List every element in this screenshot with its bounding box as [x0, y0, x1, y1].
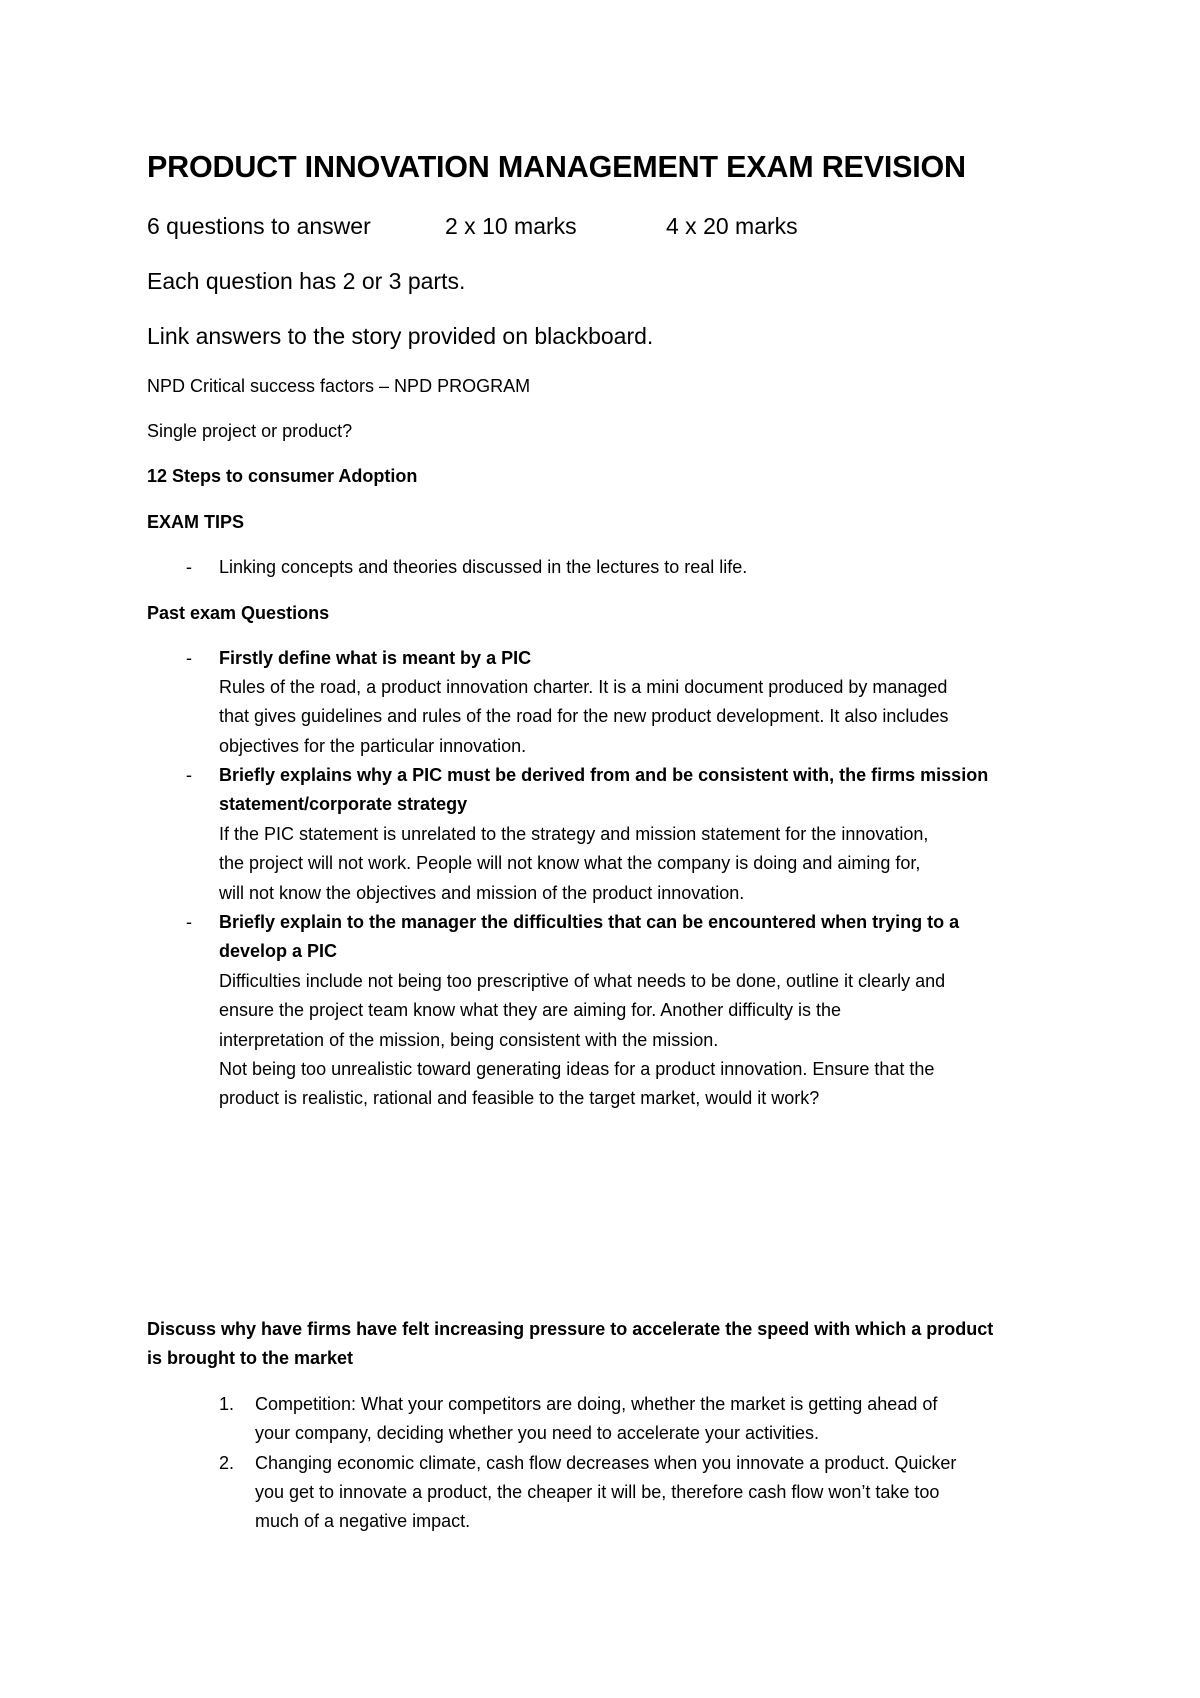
exam-tips-heading: EXAM TIPS	[147, 512, 245, 532]
parts-note: Each question has 2 or 3 parts.	[147, 268, 466, 294]
q3-answer-line: interpretation of the mission, being consistent with the mission.	[219, 1030, 719, 1050]
q2-question-line: statement/corporate strategy	[219, 794, 468, 814]
q3-answer-line: product is realistic, rational and feasible to the target market, would it work?	[219, 1088, 820, 1108]
steps-heading: 12 Steps to consumer Adoption	[147, 466, 418, 486]
questions-count: 6 questions to answer	[147, 213, 371, 239]
q3-answer-line: Difficulties include not being too prescriptive of what needs to be done, outline it clearly and	[219, 971, 946, 991]
exam-tips-bullet: -	[186, 557, 192, 577]
discuss-item-line: much of a negative impact.	[255, 1511, 471, 1531]
discuss-item-number: 2.	[219, 1453, 235, 1473]
q1-answer-line: Rules of the road, a product innovation charter. It is a mini document produced by managed	[219, 677, 948, 697]
q2-answer-line: will not know the objectives and mission of the product innovation.	[219, 883, 745, 903]
exam-tips-item: Linking concepts and theories discussed in the lectures to real life.	[219, 557, 748, 577]
q2-answer-line: If the PIC statement is unrelated to the strategy and mission statement for the innovation,	[219, 824, 929, 844]
q3-question-line: develop a PIC	[219, 941, 338, 961]
marks-set-a: 2 x 10 marks	[445, 213, 577, 239]
q3-question-line: Briefly explain to the manager the difficulties that can be encountered when trying to a	[219, 912, 960, 932]
q3-answer-line: Not being too unrealistic toward generating ideas for a product innovation. Ensure that the	[219, 1059, 935, 1079]
discuss-item-line: your company, deciding whether you need to accelerate your activities.	[255, 1423, 819, 1443]
q2-answer-line: the project will not work. People will not know what the company is doing and aiming for,	[219, 853, 921, 873]
discuss-item-line: Changing economic climate, cash flow decreases when you innovate a product. Quicker	[255, 1453, 957, 1473]
q2-bullet: -	[186, 765, 192, 785]
discuss-question-line: is brought to the market	[147, 1348, 354, 1368]
marks-set-b: 4 x 20 marks	[666, 213, 798, 239]
discuss-item-line: you get to innovate a product, the cheaper it will be, therefore cash flow won’t take too	[255, 1482, 940, 1502]
q2-question-line: Briefly explains why a PIC must be derived from and be consistent with, the firms mission	[219, 765, 989, 785]
link-note: Link answers to the story provided on blackboard.	[147, 323, 654, 349]
discuss-item-number: 1.	[219, 1394, 235, 1414]
npd-line: NPD Critical success factors – NPD PROGRAM	[147, 376, 531, 396]
discuss-item-line: Competition: What your competitors are doing, whether the market is getting ahead of	[255, 1394, 938, 1414]
past-exam-heading: Past exam Questions	[147, 603, 330, 623]
discuss-question-line: Discuss why have firms have felt increasing pressure to accelerate the speed with which a product	[147, 1319, 994, 1339]
q1-answer-line: objectives for the particular innovation.	[219, 736, 527, 756]
single-line: Single project or product?	[147, 421, 353, 441]
q1-question: Firstly define what is meant by a PIC	[219, 648, 532, 668]
page-title: PRODUCT INNOVATION MANAGEMENT EXAM REVISION	[147, 150, 966, 184]
q1-bullet: -	[186, 648, 192, 668]
q3-bullet: -	[186, 912, 192, 932]
q1-answer-line: that gives guidelines and rules of the road for the new product development. It also includes	[219, 706, 949, 726]
q3-answer-line: ensure the project team know what they are aiming for. Another difficulty is the	[219, 1000, 842, 1020]
